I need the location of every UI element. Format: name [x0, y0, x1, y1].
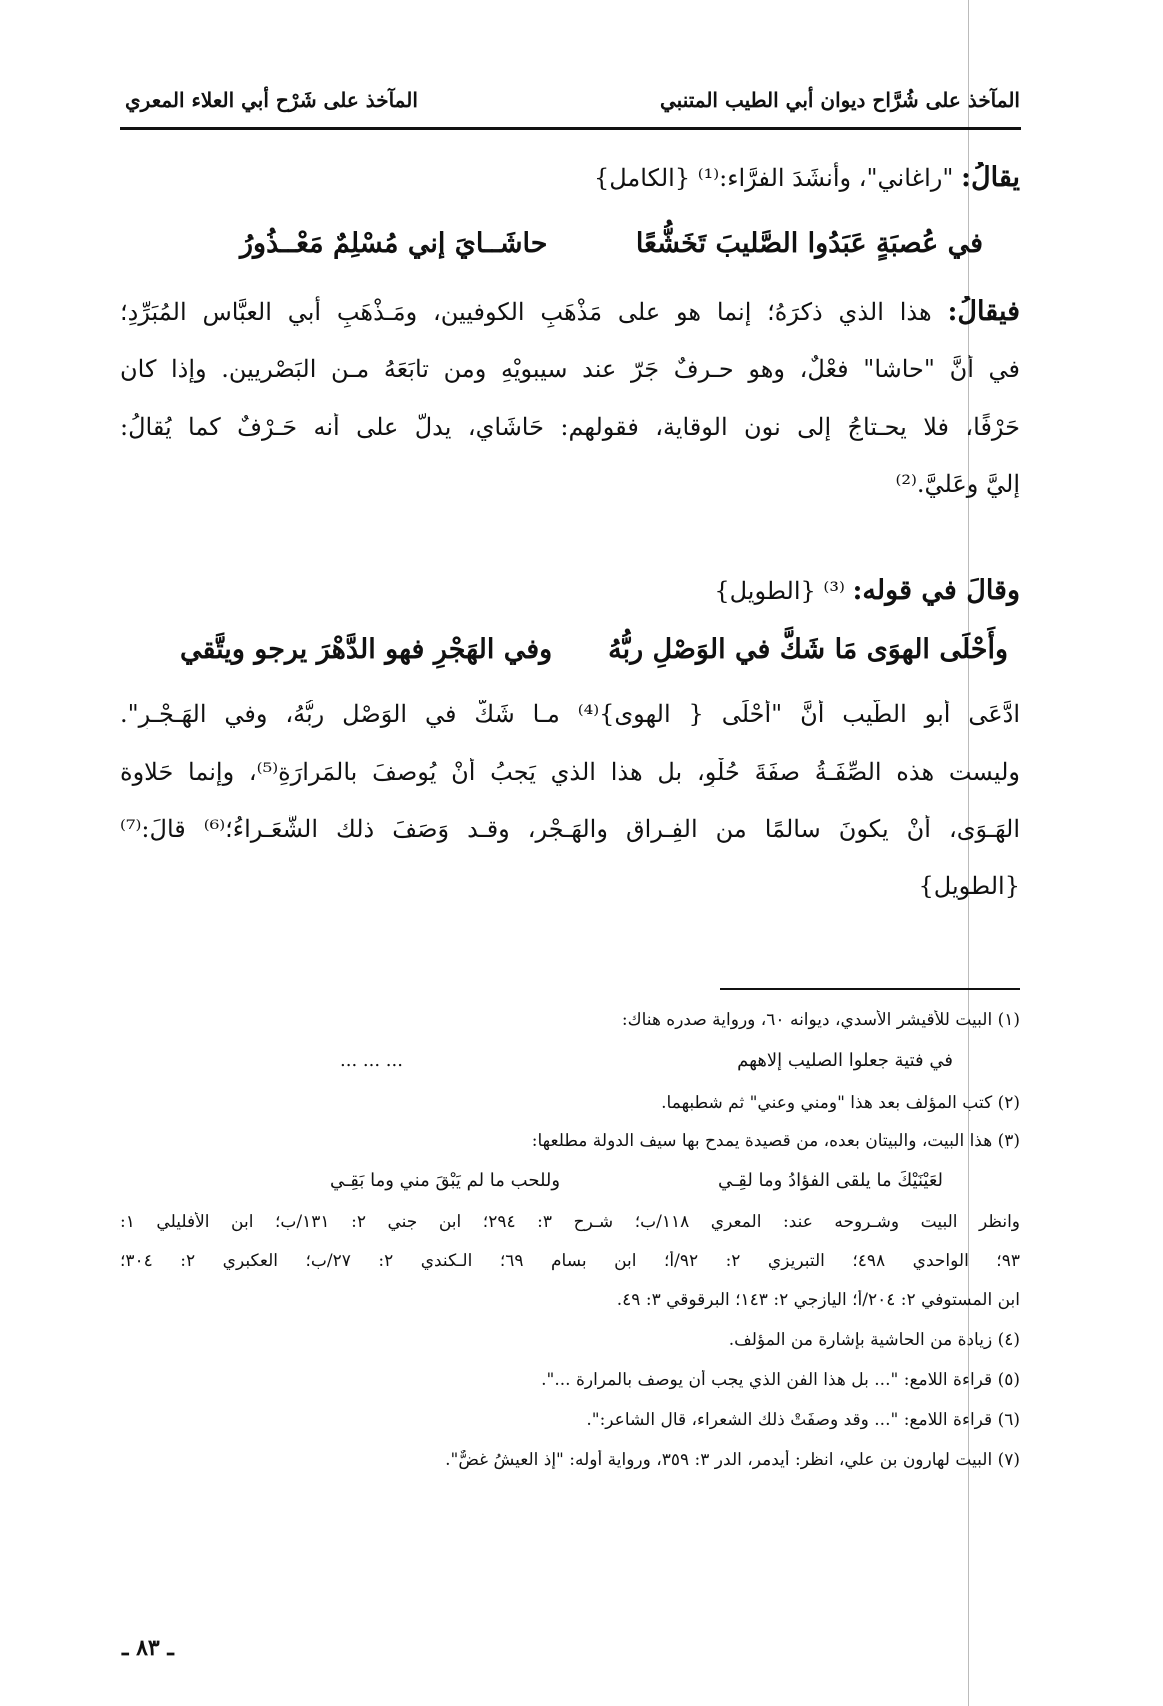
s2-verse-second-hemistich: وفي الهَجْرِ فهو الدَّهْرَ يرجو ويتَّقي [180, 634, 553, 665]
footnote-5: (٥) قراءة اللامع: "... بل هذا الفن الذي يجب أن يوصف بالمرارة ...". [541, 1370, 1020, 1390]
footnote-2: (٢) كتب المؤلف بعد هذا "ومني وعني" ثم شطبهما. [661, 1093, 1020, 1113]
footnote-3-verse-second: وللحب ما لم يَبْقَ مني وما بَقِـي [330, 1170, 561, 1191]
s1-verse-second-hemistich: حاشَــايَ إني مُسْلِمٌ مَعْــذُورُ [240, 228, 548, 259]
footnote-3-refs-line-2: ٩٣؛ الواحدي ٤٩٨؛ التبريزي ٢: ٩٢/أ؛ ابن بسام ٦٩؛ الـكندي ٢: ٢٧/ب؛ العكبري ٢: ٣٠٤؛ [120, 1251, 1020, 1271]
s2-intro-text: ⁽³⁾ {الطويل} [714, 577, 853, 605]
footnote-3-refs-line-3: ابن المستوفي ٢: ٢٠٤/أ؛ اليازجي ٢: ١٤٣؛ البرقوقي ٣: ٤٩. [616, 1290, 1020, 1310]
footnote-3: (٣) هذا البيت، والبيتان بعده، من قصيدة يمدح بها سيف الدولة مطلعها: [531, 1131, 1020, 1151]
s1-paragraph-line-1 [120, 296, 1020, 328]
s1-para-lead-word: فيقالُ: [947, 296, 1020, 327]
footnote-6: (٦) قراءة اللامع: "... وقد وصفَتْ ذلك الشعراء، قال الشاعر:". [586, 1410, 1020, 1430]
footnote-4: (٤) زيادة من الحاشية بإشارة من المؤلف. [728, 1330, 1020, 1350]
header-rule [120, 127, 1021, 130]
footnote-3-verse-first: لعَيْنَيْكَ ما يلقى الفؤادُ وما لقِـي [717, 1170, 943, 1191]
footnote-1: (١) البيت للأقيشر الأسدي، ديوانه ٦٠، ورواية صدره هناك: [621, 1010, 1020, 1030]
running-header-book-title: المآخذ على شُرَّاح ديوان أبي الطيب المتنبي [660, 88, 1020, 112]
s1-paragraph-line-3: حَرْفًا، فلا يحـتاجُ إلى نون الوقاية، فقولهم: حَاشَاي، يدلُّ على أنه حَـرْفٌ كما يُقالُ: [120, 413, 1020, 441]
s1-paragraph-line-2: في أنَّ "حاشا" فعْلٌ، وهو حـرفٌ جَرّ عند سيبويْهِ ومن تابَعَهُ مـن البَصْريين. وإذا كان [120, 355, 1020, 383]
s2-paragraph-line-3: الهَـوَى، أنْ يكونَ سالمًا من الفِـراق والهَـجْر، وقـد وَصَفَ ذلك الشُّعَـراءُ؛⁽⁶⁾ قالَ:⁽⁷⁾ [120, 815, 1020, 843]
footnote-7: (٧) البيت لهارون بن علي، انظر: أيدمر، الدر ٣: ٣٥٩، ورواية أوله: "إذ العيشُ غضٌّ". [445, 1450, 1020, 1470]
s1-paragraph-line-4: إليَّ وعَليَّ.⁽²⁾ [895, 470, 1020, 498]
s2-paragraph-line-1: ادَّعَى أبو الطَّيب أنَّ "أحْلَى { الهوى}⁽⁴⁾ مـا شَكَّ في الوَصْل ربُّهُ، وفي الهَـجْـرِ". [120, 700, 1020, 728]
running-header-section-title: المآخذ على شَرْح أبي العلاء المعري [125, 88, 418, 112]
s1-line-1-text: "راغاني"، وأنشَدَ الفرَّاء:⁽¹⁾ {الكامل} [593, 164, 962, 192]
s1-line-1 [120, 162, 1020, 194]
s1-verse-first-hemistich: في عُصبَةٍ عَبَدُوا الصَّليبَ تَخَشُّعًا [635, 228, 983, 259]
s2-paragraph-line-2: وليست هذه الصِّفَـةُ صفَةَ حُلْوٍ، بل هذا الذي يَجبُ أنْ يُوصفَ بالمَرارَةِ⁽⁵⁾، وإنما حَلاوة [120, 758, 1020, 786]
footnote-rule [720, 988, 1020, 990]
s1-paragraph-line-1-text: هذا الذي ذكرَهُ؛ إنما هو على مَذْهَبِ الكوفيين، ومَـذْهَبِ أبي العبَّاس المُبَرِّدِ؛ [120, 298, 948, 326]
page-number: ـ ٨٣ ـ [122, 1635, 174, 1661]
s2-intro-line [120, 575, 1020, 607]
footnote-1-verse-first: في فتية جعلوا الصليب إلاههم [737, 1050, 953, 1071]
s2-paragraph-line-4: {الطويل} [918, 872, 1020, 900]
s2-lead-words: وقالَ في قوله: [852, 575, 1020, 606]
s2-verse-first-hemistich: وأَحْلَى الهوَى مَا شَكَّ في الوَصْلِ ربُّهُ [608, 634, 1008, 665]
footnote-1-verse-ellipsis: ... ... ... [340, 1050, 403, 1071]
footnote-3-refs-line-1: وانظر البيت وشـروحه عند: المعري ١١٨/ب؛ شـرح ٣: ٢٩٤؛ ابن جني ٢: ١٣١/ب؛ ابن الأفليلي ١: [120, 1212, 1020, 1232]
s1-lead-word: يقالُ: [961, 162, 1020, 193]
